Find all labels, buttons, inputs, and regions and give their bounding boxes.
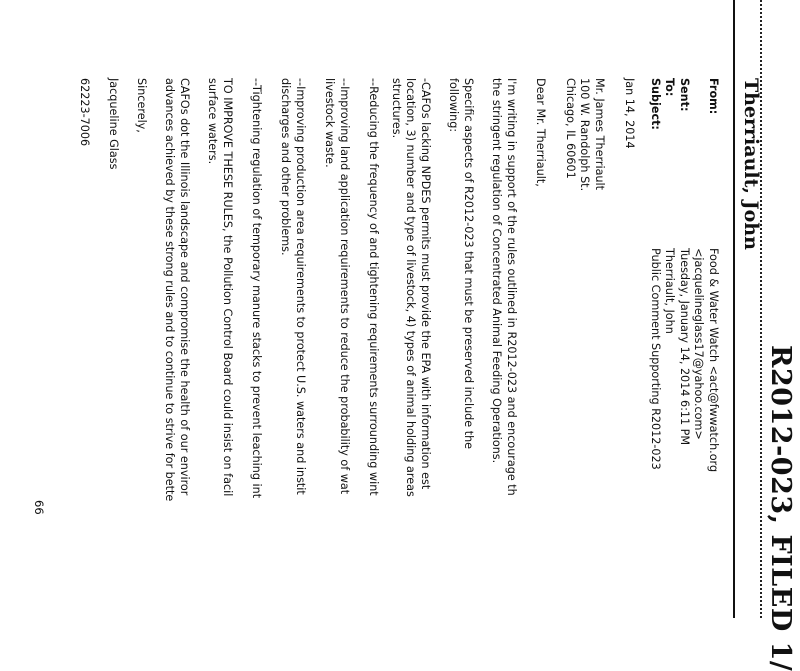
salutation: Dear Mr. Therriault,	[534, 78, 547, 187]
paragraph-line: --Improving production area requirements to protect U.S. waters and instit	[294, 78, 307, 495]
page-number: 66	[32, 500, 46, 515]
header-row-to	[662, 78, 677, 472]
header-label: Subject:	[648, 78, 662, 130]
sign-off: Sincerely,	[135, 78, 148, 133]
paragraph-line: TO IMPROVE THESE RULES, the Pollution Control Board could insist on facil	[221, 78, 234, 497]
header-row-subject	[647, 78, 662, 472]
paragraph-line: advances achieved by these strong rules and to continue to strive for bette	[163, 78, 177, 502]
paragraph-line: I'm writing in support of the rules outlined in R2012-023 and encourage th	[505, 78, 518, 496]
intro-paragraph	[489, 78, 518, 496]
header-label	[691, 78, 706, 248]
paragraph-line: structures.	[390, 78, 403, 139]
header-label: Sent:	[677, 78, 691, 112]
paragraph-line: the stringent regulation of Concentrated Animal Feeding Operations.	[490, 78, 504, 464]
address-line: 100 W. Randolph St.	[578, 78, 592, 192]
bullet-manure-stacks	[249, 78, 264, 498]
signer-zip: 62223-7006	[78, 78, 91, 147]
paragraph-line: CAFOs dot the Illinois landscape and compromise the health of our enviror	[178, 78, 191, 496]
email-header	[647, 78, 720, 472]
improve-paragraph	[205, 78, 234, 496]
header-row-from-cont	[691, 78, 706, 472]
bullet-permits	[389, 78, 433, 497]
header-value: Food & Water Watch <act@fwwatch.org	[707, 248, 720, 473]
paragraph-line: location, 3) number and type of livestock, 4) types of animal holding areas	[404, 78, 418, 497]
letter-date: Jan 14, 2014	[623, 78, 636, 149]
paragraph-line: following:	[447, 78, 461, 133]
paragraph-line: --Tightening regulation of temporary manure stacks to prevent leaching int	[250, 78, 263, 499]
closing-paragraph	[162, 78, 191, 501]
header-label: To:	[663, 78, 677, 97]
sender-heading: Therriault, John	[740, 78, 762, 250]
address-line: Chicago, IL 60601	[564, 78, 577, 179]
header-label: From:	[707, 78, 720, 115]
paragraph-line: --Improving land application requirements to reduce the probability of wat	[338, 78, 351, 495]
paragraph-line: --Reducing the frequency of and tightening requirements surrounding wint	[367, 78, 380, 496]
header-value: Public Comment Supporting R2012-023	[648, 248, 662, 470]
header-value: Therriault, John	[663, 248, 677, 334]
header-row-from	[705, 78, 720, 472]
heading-rule	[733, 0, 735, 618]
bullet-land-application	[322, 78, 351, 494]
bullet-production-area	[278, 78, 307, 495]
address-line: Mr. James Therriault	[593, 78, 606, 191]
header-value: <jacquelineglass17@yahoo.com>	[692, 248, 706, 440]
paragraph-line: -CAFOs lacking NPDES permits must provide the EPA with information est	[419, 78, 432, 490]
paragraph-line: Specific aspects of R2012-023 that must be preserved include the	[462, 78, 475, 450]
bullet-winter	[366, 78, 381, 496]
paragraph-line: surface waters.	[206, 78, 220, 165]
signer-name: Jacqueline Glass	[107, 78, 120, 170]
paragraph-line: livestock waste.	[323, 78, 337, 168]
header-value: Tuesday, January 14, 2014 6:11 PM	[677, 248, 691, 446]
paragraph-line: discharges and other problems.	[279, 78, 293, 256]
recipient-address	[563, 78, 607, 191]
header-row-sent	[676, 78, 691, 472]
filing-stamp: R2012-023, FILED 1/	[765, 345, 796, 671]
aspects-paragraph	[446, 78, 475, 449]
